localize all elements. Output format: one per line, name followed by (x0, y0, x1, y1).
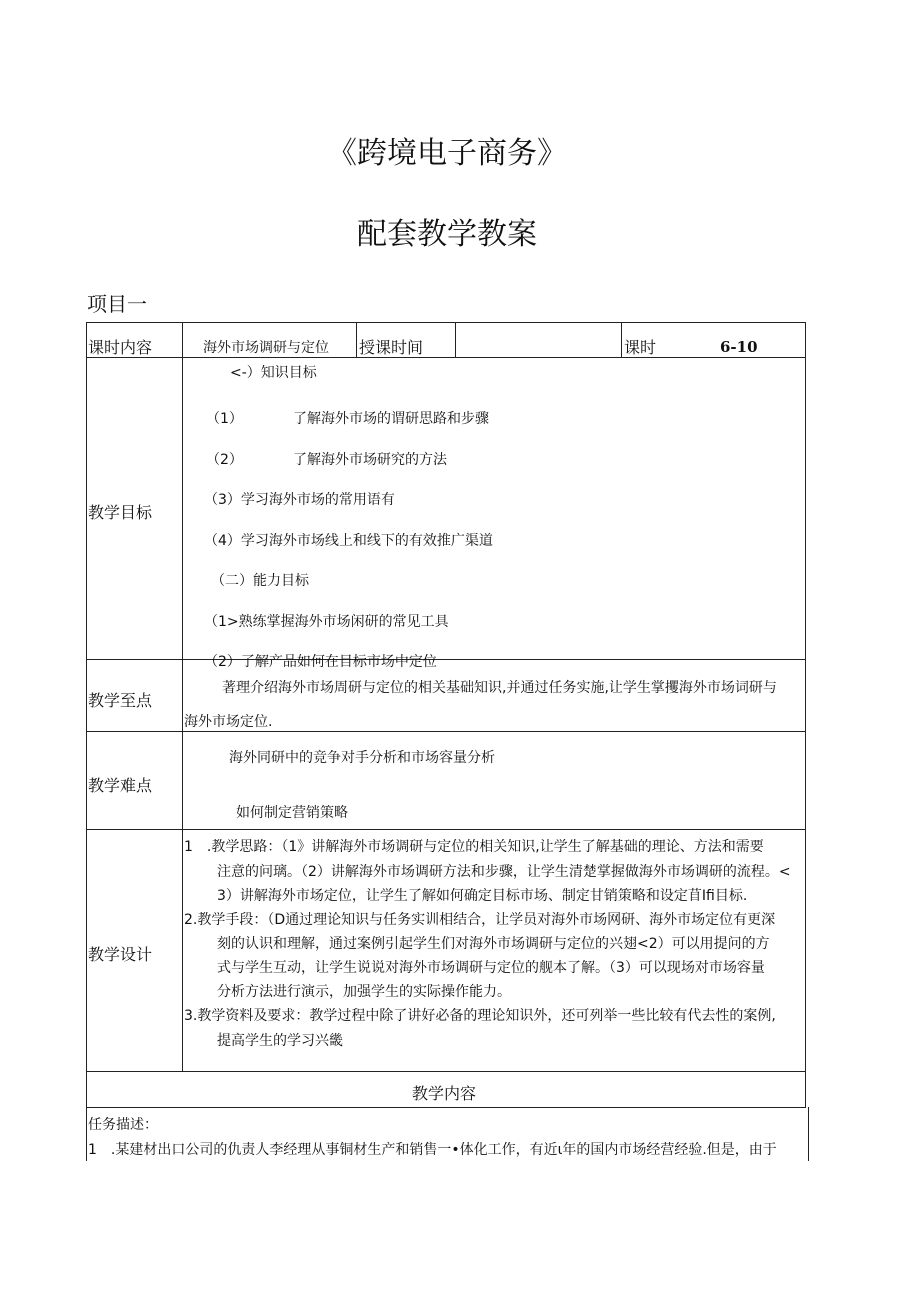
label-difficulties: 教学难点 (88, 776, 153, 795)
difficulty-line: 海外同研中的竞争对手分析和市场容量分析 (229, 750, 495, 766)
project-heading: 项目一 (87, 292, 147, 316)
objective-line: 了解海外市场的谓研思路和步骤 (293, 411, 489, 427)
objective-line: 了解海外市场研究的方法 (293, 452, 447, 468)
objective-line: （1） (206, 411, 243, 427)
design-line: 1 .教学思路：（1》讲解海外市场调研与定位的相关知识,让学生了解基础的理论、方法和需要 (184, 839, 764, 855)
task-label: 任务描述： (88, 1117, 158, 1133)
lesson-content-value: 海外市场调研与定位 (203, 340, 329, 356)
difficulty-line: 如何制定营销策略 (236, 805, 348, 821)
label-lesson-content: 课时内容 (88, 338, 153, 357)
objective-line: （2）了解产品如何在目标市场中定位 (204, 654, 437, 670)
class-hours-value: 6-10 (720, 338, 758, 356)
objectives-content (183, 358, 805, 670)
document-title: 《跨境电子商务》 (327, 136, 567, 171)
label-teaching-time: 授课时间 (359, 338, 424, 357)
design-line: 3.教学资料及要求：教学过程中除了讲好必备的理论知识外，还可列举一些比较有代去性的案例, (184, 1008, 776, 1024)
objective-line: （二）能力目标 (211, 573, 309, 589)
design-line: 2.教学手段：（D通过理论知识与任务实训相结合，让学员对海外市场网研、海外市场定位有更深 (184, 912, 776, 928)
design-line: 3）讲解海外市场定位，让学生了解如何确定目标市场、制定甘销策略和设定苜Ifi目标. (217, 888, 748, 904)
design-line: 提高学生的学习兴畿 (217, 1033, 343, 1049)
design-line: 刻的认识和理解，通过案例引起学生们对海外市场调研与定位的兴翅<2）可以用提问的方 (217, 936, 770, 952)
objective-line: （2） (206, 452, 243, 468)
design-line: 分析方法进行演示，加强学生的实际操作能力。 (217, 984, 511, 1000)
objective-line: （4）学习海外市场线上和线下的有效推广渠道 (204, 533, 493, 549)
key-points-line: 海外市场定位. (184, 714, 273, 730)
design-line: 式与学生互动，让学生说说对海外市场调研与定位的舰本了解。（3）可以现场对市场容量 (217, 960, 765, 976)
document-subtitle: 配套教学教案 (357, 217, 537, 252)
teaching-content-header: 教学内容 (412, 1084, 477, 1103)
label-key-points: 教学至点 (88, 691, 153, 710)
key-points-line: 著理介绍海外市场周研与定位的相关基础知识,并通过任务实施,让学生掌攫海外市场词研与 (222, 680, 777, 696)
objective-line: <-）知识目标 (230, 365, 317, 381)
objective-line: （3）学习海外市场的常用语有 (204, 492, 395, 508)
design-line: 注意的问璃。（2）讲解海外市场调研方法和步骤，让学生清楚掌握做海外市场调研的流程。< (217, 864, 791, 880)
label-objectives: 教学目标 (88, 503, 153, 522)
label-class-hours: 课时 (624, 338, 657, 357)
objective-line: （1>熟练掌握海外市场闲研的常见工具 (204, 614, 449, 630)
task-line: 1 .某建材出口公司的仇责人李经理从事铜材生产和销售一•体化工作，有近ι年的国内市场经营经验.但是，由于 (88, 1142, 777, 1158)
label-design: 教学设计 (88, 945, 153, 964)
